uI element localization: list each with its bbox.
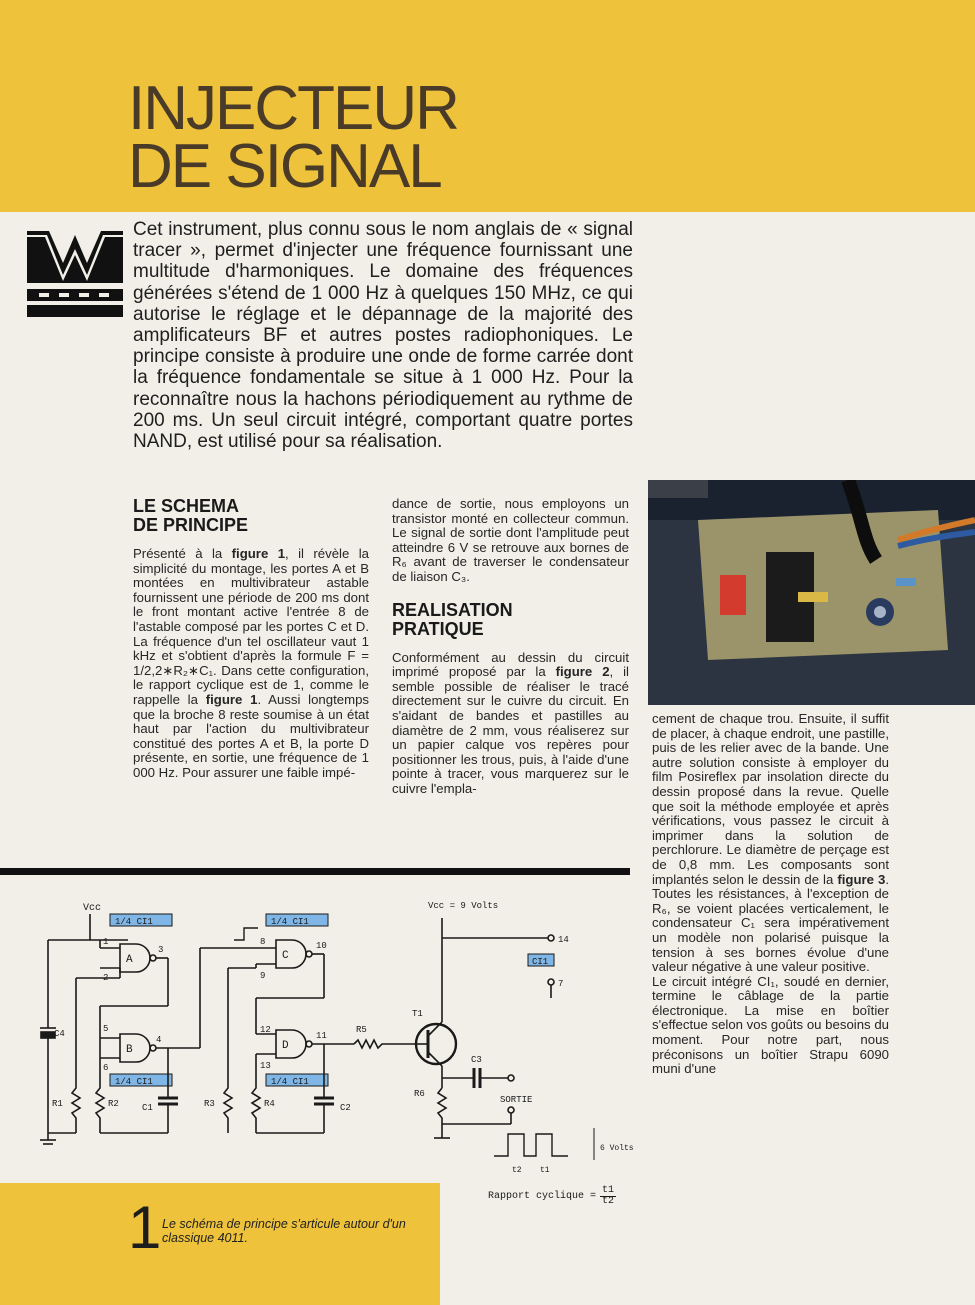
duty-cycle-formula — [488, 1186, 616, 1207]
pin-12: 12 — [260, 1025, 271, 1035]
r3-label: R3 — [204, 1099, 215, 1109]
text-run: cement de chaque trou. Ensuite, il suffit de placer, à chaque endroit, une pastille, puis de les relier avec de la bande. Une autre solution consiste à employer du film Posireflex par insolation directe du dessin proposé dans la revue. Quelle que soit la méthode employée et après vérifications, vous passez le circuit à imprimer dans la solution de perchlorure. Le diamètre de perçage est de 0,8 mm. Les composants sont implantés selon le dessin de la — [652, 711, 889, 887]
formula-numerator: t1 — [602, 1185, 615, 1196]
separator-rule — [0, 868, 630, 875]
sortie-label: SORTIE — [500, 1095, 533, 1105]
section-heading-realisation — [392, 601, 629, 639]
magazine-logo-icon — [27, 223, 123, 319]
r6-label: R6 — [414, 1089, 425, 1099]
six-volts-label: 6 Volts — [600, 1144, 634, 1153]
t2-mark: t2 — [512, 1166, 522, 1175]
c2-label: C2 — [340, 1103, 351, 1113]
pin-5: 5 — [103, 1024, 109, 1034]
gate-b-label: B — [126, 1044, 133, 1056]
text-run: Conformément au dessin du circuit imprimé proposé par la — [392, 649, 629, 680]
pin-4: 4 — [156, 1035, 162, 1045]
title-line-2: DE SIGNAL — [128, 132, 441, 201]
perchlorure-paragraph — [652, 712, 889, 975]
formula-label: Rapport cyclique = — [488, 1191, 597, 1202]
boitier-paragraph: Le circuit intégré CI₁, soudé en dernier, termine le câblage de la partie électronique. La mise en boîtier s'effectue selon vos goûts ou besoins du moment. Pour notre part, nous préconisons un boîtier Strapu 6090 muni d'une — [652, 973, 889, 1077]
formula-fraction — [600, 1186, 616, 1207]
r5-label: R5 — [356, 1025, 367, 1035]
pin-11: 11 — [316, 1031, 327, 1041]
figure-ref: figure 2 — [555, 664, 610, 680]
heading-line: DE PRINCIPE — [133, 515, 249, 535]
realisation-paragraph — [392, 651, 629, 797]
t1-label: T1 — [412, 1009, 423, 1019]
figure-ref: figure 3 — [837, 871, 886, 887]
figure-ref: figure 1 — [205, 691, 258, 707]
pin-10: 10 — [316, 941, 327, 951]
r1-label: R1 — [52, 1099, 63, 1109]
ci1-label: CI1 — [532, 957, 549, 967]
text-run: , il semble possible de réaliser le tracé directement sur le cuivre du circuit. En s'aidant de bandes et pastilles au diamètre de 2 mm, vous réaliserez sur un papier calque vos repères pour positionner les trous, puis, à l'aide d'une pointe à tracer, vous marquerez sur le cuivre l'empla- — [392, 664, 629, 796]
pin-7: 7 — [558, 979, 564, 989]
column-1 — [133, 497, 369, 781]
text-run: Présenté à la — [133, 546, 232, 561]
ci-label-d: 1/4 CI1 — [271, 1077, 309, 1087]
gate-c-label: C — [282, 950, 289, 962]
column-2 — [392, 497, 629, 797]
heading-line: PRATIQUE — [392, 618, 484, 639]
figure-number: 1 — [128, 1194, 162, 1261]
r2-label: R2 — [108, 1099, 119, 1109]
ci-label-c: 1/4 CI1 — [271, 917, 309, 927]
heading-line: LE SCHEMA — [133, 496, 240, 516]
pin-1: 1 — [103, 937, 109, 947]
pin-8: 8 — [260, 937, 266, 947]
c1-label: C1 — [142, 1103, 153, 1113]
circuit-photo — [648, 480, 975, 705]
intro-paragraph: Cet instrument, plus connu sous le nom anglais de « signal tracer », permet d'injecter une fréquence fournissant une multitude d'harmoniques. Le domaine des fréquences générées s'étend de 1 000 Hz à quelques 150 MHz, ce qui autorise le réglage et le dépannage de la majorité des amplificateurs BF et autres postes radiophoniques. Le principe consiste à produire une onde de forme carrée dont la fréquence fondamentale se situe à 1 000 Hz. Pour la reconnaître nous la hachons périodiquement au rythme de 200 ms. Un seul circuit intégré, comportant quatre portes NAND, est utilisé pour sa réalisation. — [133, 219, 633, 453]
text-run: . Toutes les résistances, à l'exception de R₆, se voient placées verticalement, le condensateur C₁ sera impérativement un modèle non polarisé puisque la tension à ses bornes évolue d'une valeur négative à une valeur positive. — [652, 871, 889, 975]
pin-6: 6 — [103, 1063, 109, 1073]
schema-paragraph — [133, 547, 369, 781]
pin-14: 14 — [558, 935, 569, 945]
gate-d-label: D — [282, 1040, 289, 1052]
ci-label-b: 1/4 CI1 — [115, 1077, 153, 1087]
pin-3: 3 — [158, 945, 164, 955]
section-heading-schema — [133, 497, 369, 535]
column-3 — [652, 712, 889, 1077]
r4-label: R4 — [264, 1099, 275, 1109]
vcc9-label: Vcc = 9 Volts — [428, 901, 499, 911]
pin-13: 13 — [260, 1061, 271, 1071]
ci-label-a: 1/4 CI1 — [115, 917, 153, 927]
article-title — [128, 74, 458, 201]
pin-2: 2 — [103, 973, 109, 983]
gate-a-label: A — [126, 954, 133, 966]
pin-9: 9 — [260, 971, 266, 981]
title-line-1: INJECTEUR — [128, 74, 458, 143]
heading-line: REALISATION — [392, 599, 513, 620]
text-run: , il révèle la simplicité du montage, les portes A et B montées en multivibrateur astable fournissent une période de 200 ms dont le front montant active l'entrée 8 de l'astable composé par les portes C et D. La fréquence d'un tel oscillateur vaut 1 kHz et s'obtient d'après la formule F = 1/2,2∗R₂∗C₁. Dans cette configuration, le rapport cyclique est de 1, comme le rappelle la — [133, 546, 369, 707]
t1-mark: t1 — [540, 1166, 550, 1175]
circuit-photo-image — [648, 480, 975, 705]
formula-denominator: t2 — [602, 1196, 615, 1207]
text-run: . Aussi longtemps que la broche 8 reste soumise à un état haut par l'action du multivibrateur constitué des portes A et B, la porte D présente, en sortie, une fréquence de 1 000 Hz. Pour assurer une faible impé- — [133, 691, 370, 780]
c3-label: C3 — [471, 1055, 482, 1065]
impedance-paragraph: dance de sortie, nous employons un transistor monté en collecteur commun. Le signal de sortie dont l'amplitude peut atteindre 6 V se retrouve aux bornes de R₆ avant de traverser le condensateur de liaison C₃. — [392, 496, 629, 584]
figure-ref: figure 1 — [231, 546, 286, 561]
c4-label: C4 — [54, 1029, 65, 1039]
figure-caption: Le schéma de principe s'articule autour d'un classique 4011. — [162, 1217, 406, 1245]
circuit-schematic — [28, 888, 638, 1188]
vcc-label: Vcc — [83, 903, 102, 914]
